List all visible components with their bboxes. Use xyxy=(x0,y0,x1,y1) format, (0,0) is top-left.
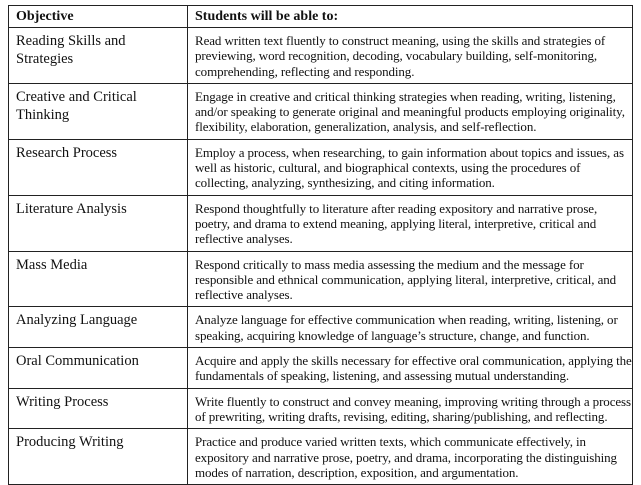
objective-text: Producing Writing xyxy=(16,434,124,451)
objective-cell xyxy=(9,429,188,485)
description-text: collecting, analyzing, synthesizing, and citing information. xyxy=(195,175,495,191)
description-text: Engage in creative and critical thinking strategies when reading, writing, listening, xyxy=(195,88,616,104)
description-text: expository and narrative prose, poetry, and drama, incorporating the distinguishing xyxy=(195,449,617,465)
objective-cell xyxy=(9,139,188,195)
objective-cell xyxy=(9,388,188,429)
description-cell xyxy=(188,139,633,195)
objective-text: Analyzing Language xyxy=(16,312,138,329)
description-cell xyxy=(188,307,633,348)
description-cell xyxy=(188,429,633,485)
description-text: well as historic, cultural, and biographical contexts, using the procedures of xyxy=(195,160,581,176)
objective-text: Thinking xyxy=(16,106,70,123)
description-text: speaking, acquiring knowledge of language’s structure, change, and function. xyxy=(195,327,590,343)
objective-cell xyxy=(9,83,188,139)
header-row xyxy=(9,6,633,28)
description-text: Respond thoughtfully to literature after reading expository and narrative prose, xyxy=(195,200,598,216)
table-row xyxy=(9,83,633,139)
description-cell xyxy=(188,388,633,429)
objective-text: Mass Media xyxy=(16,256,88,273)
header-objective: Objective xyxy=(9,6,188,28)
description-text: reflective analyses. xyxy=(195,231,293,247)
description-text: Analyze language for effective communication when reading, writing, listening, or xyxy=(195,312,618,328)
description-cell xyxy=(188,28,633,84)
description-text: poetry, and drama to extend meaning, applying literal, interpretive, critical and xyxy=(195,215,597,231)
objective-text: Research Process xyxy=(16,144,118,161)
description-cell xyxy=(188,195,633,251)
description-text: Employ a process, when researching, to gain information about topics and issues, as xyxy=(195,144,624,160)
description-text: Acquire and apply the skills necessary for effective oral communication, applying the xyxy=(195,353,632,369)
header-students-will: Students will be able to: xyxy=(188,6,633,28)
description-text: flexibility, elaboration, generalization, analysis, and self-reflection. xyxy=(195,119,537,135)
objective-cell xyxy=(9,348,188,389)
description-text: Write fluently to construct and convey meaning, improving writing through a process xyxy=(195,393,631,409)
description-cell xyxy=(188,83,633,139)
description-text: fundamentals of speaking, listening, and assessing mutual understanding. xyxy=(195,368,570,384)
description-text: of prewriting, writing drafts, revising, editing, sharing/publishing, and reflecting. xyxy=(195,408,608,424)
objective-text: Literature Analysis xyxy=(16,200,127,217)
objective-cell xyxy=(9,307,188,348)
description-text: modes of narration, description, exposition, and argumentation. xyxy=(195,464,519,480)
description-text: Practice and produce varied written texts, which communicate effectively, in xyxy=(195,434,586,450)
objective-cell xyxy=(9,251,188,307)
description-text: responsible and ethnical communication, applying literal, interpretive, critical, and xyxy=(195,271,617,287)
description-text: previewing, word recognition, decoding, vocabulary building, self-monitoring, xyxy=(195,48,598,64)
table-row xyxy=(9,348,633,389)
objective-cell xyxy=(9,195,188,251)
description-cell xyxy=(188,251,633,307)
objective-cell xyxy=(9,28,188,84)
description-cell xyxy=(188,348,633,389)
table-row xyxy=(9,307,633,348)
objective-text: Creative and Critical xyxy=(16,88,137,105)
table-row xyxy=(9,388,633,429)
description-text: Read written text fluently to construct meaning, using the skills and strategies of xyxy=(195,33,606,48)
table-row xyxy=(9,429,633,485)
description-text: comprehending, reflecting and responding. xyxy=(195,63,415,79)
objective-text: Reading Skills and xyxy=(16,33,126,49)
objective-text: Strategies xyxy=(16,51,74,67)
table-row xyxy=(9,28,633,84)
table-row xyxy=(9,195,633,251)
description-text: Respond critically to mass media assessing the medium and the message for xyxy=(195,256,584,272)
objective-text: Writing Process xyxy=(16,393,109,410)
table-row xyxy=(9,251,633,307)
table-row xyxy=(9,139,633,195)
objective-text: Oral Communication xyxy=(16,353,139,370)
description-text: and/or speaking to generate original and meaningful products employing originality, xyxy=(195,104,625,120)
description-text: reflective analyses. xyxy=(195,287,293,303)
objectives-table xyxy=(8,5,633,485)
